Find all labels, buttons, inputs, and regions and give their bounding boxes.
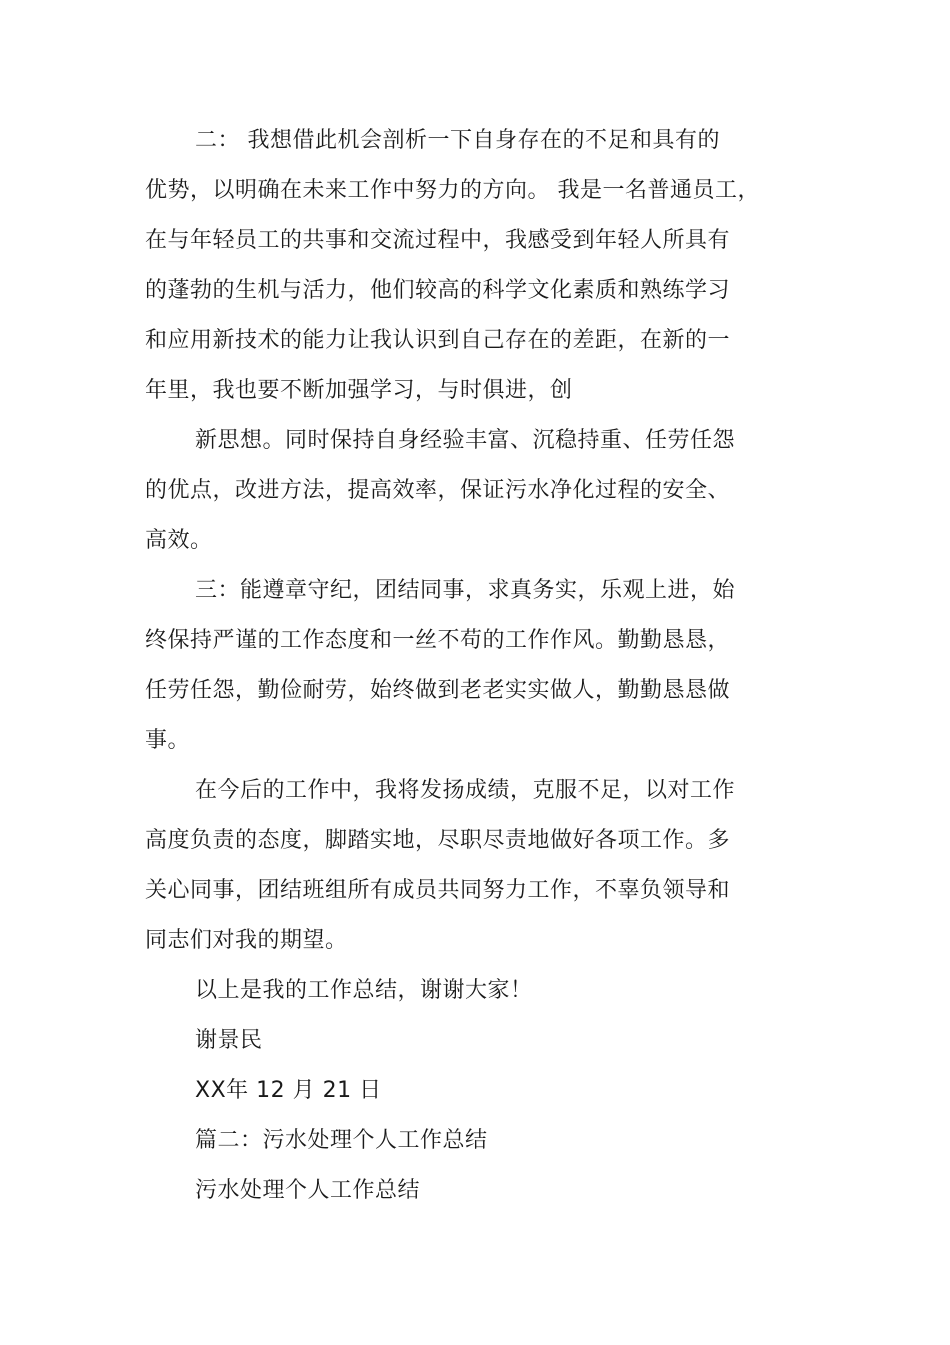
paragraph-line: 优势，以明确在未来工作中努力的方向。 我是一名普通员工， (145, 178, 760, 203)
paragraph-line: 关心同事，团结班组所有成员共同努力工作，不辜负领导和 (145, 878, 731, 903)
paragraph-line: 在与年轻员工的共事和交流过程中，我感受到年轻人所具有 (145, 228, 731, 253)
paragraph-line: 新思想。同时保持自身经验丰富、沉稳持重、任劳任怨 (195, 428, 736, 453)
paragraph-line: 在今后的工作中，我将发扬成绩，克服不足，以对工作 (195, 778, 736, 803)
signature-name: 谢景民 (195, 1028, 263, 1053)
paragraph-line: 终保持严谨的工作态度和一丝不苟的工作作风。勤勤恳恳， (145, 628, 731, 653)
paragraph-line: 的优点，改进方法，提高效率，保证污水净化过程的安全、 (145, 478, 731, 503)
paragraph-line: 和应用新技术的能力让我认识到自己存在的差距，在新的一 (145, 328, 731, 353)
paragraph-line: 高度负责的态度，脚踏实地，尽职尽责地做好各项工作。多 (145, 828, 731, 853)
paragraph-line: 二： 我想借此机会剖析一下自身存在的不足和具有的 (195, 128, 720, 153)
paragraph-line: 的蓬勃的生机与活力，他们较高的科学文化素质和熟练学习 (145, 278, 731, 303)
closing-line: 以上是我的工作总结，谢谢大家！ (195, 978, 533, 1003)
paragraph-line: 任劳任怨，勤俭耐劳，始终做到老老实实做人，勤勤恳恳做 (145, 678, 731, 703)
paragraph-line: 事。 (145, 728, 191, 753)
paragraph-line: 年里，我也要不断加强学习，与时俱进，创 (145, 378, 573, 403)
signature-date: XX年 12 月 21 日 (195, 1078, 382, 1103)
paragraph-line: 三：能遵章守纪，团结同事，求真务实，乐观上进，始 (195, 578, 736, 603)
document-title: 污水处理个人工作总结 (195, 1178, 421, 1203)
section-heading: 篇二：污水处理个人工作总结 (195, 1128, 488, 1153)
paragraph-line: 同志们对我的期望。 (145, 928, 348, 953)
paragraph-line: 高效。 (145, 528, 213, 553)
